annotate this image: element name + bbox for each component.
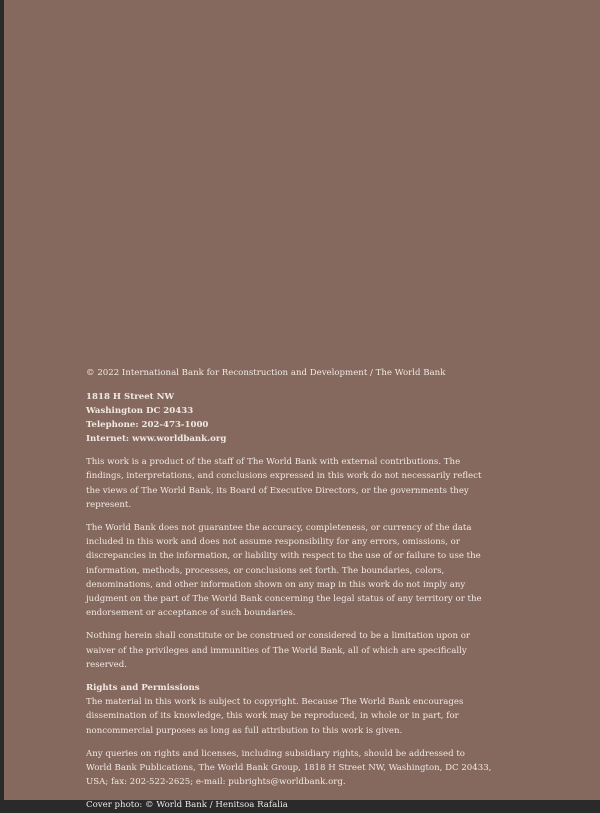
accuracy-disclaimer-paragraph: The World Bank does not guarantee the accuracy, completeness, or currency of the data included in this work and does not assume responsibility for any errors, omissions, or discrepancies in the information, or liability with respect to the use of or failure to use the information, methods, processes, or conclusions set forth. The boundaries, colors, denominations, and other information shown on any map in this work do not imply any judgment on the part of The World Bank concerning the legal status of any territory or the endorsement or acceptance of such boundaries. — [86, 523, 482, 619]
address-street: 1818 H Street NW — [86, 392, 175, 403]
staff-disclaimer-paragraph: This work is a product of the staff of The World Bank with external contributions. The findings, interpretations, and conclusions expressed in this work do not necessarily reflect the views of The World Bank, its Board of Executive Directors, or the governments they represent. — [86, 457, 482, 510]
page-edge — [0, 0, 4, 800]
address-block — [86, 390, 492, 446]
address-city: Washington DC 20433 — [86, 406, 194, 417]
document-page — [4, 0, 600, 811]
immunities-paragraph: Nothing herein shall constitute or be construed or considered to be a limitation upon or waiver of the privileges and immunities of The World Bank, all of which are specifically reserved. — [86, 631, 471, 670]
rights-queries-paragraph: Any queries on rights and licenses, including subsidiary rights, should be addressed to World Bank Publications, The World Bank Group, 1818 H Street NW, Washington, DC 20433, USA; fax: 202-522-2625; e-mail: pubrights@worldbank.org. — [86, 748, 492, 788]
address-telephone: Telephone: 202-473-1000 — [86, 420, 209, 431]
rights-heading: Rights and Permissions — [86, 683, 200, 694]
address-internet: Internet: www.worldbank.org — [86, 434, 227, 445]
copyright-page-content — [86, 366, 492, 813]
copyright-line: © 2022 International Bank for Reconstruction and Development / The World Bank — [86, 368, 446, 378]
rights-body-paragraph: The material in this work is subject to copyright. Because The World Bank encourages dissemination of its knowledge, this work may be reproduced, in whole or in part, for noncommercial purposes as long as full attribution to this work is given. — [86, 697, 464, 736]
cover-photo-credit: Cover photo: © World Bank / Henitsoa Rafalia — [86, 800, 288, 811]
